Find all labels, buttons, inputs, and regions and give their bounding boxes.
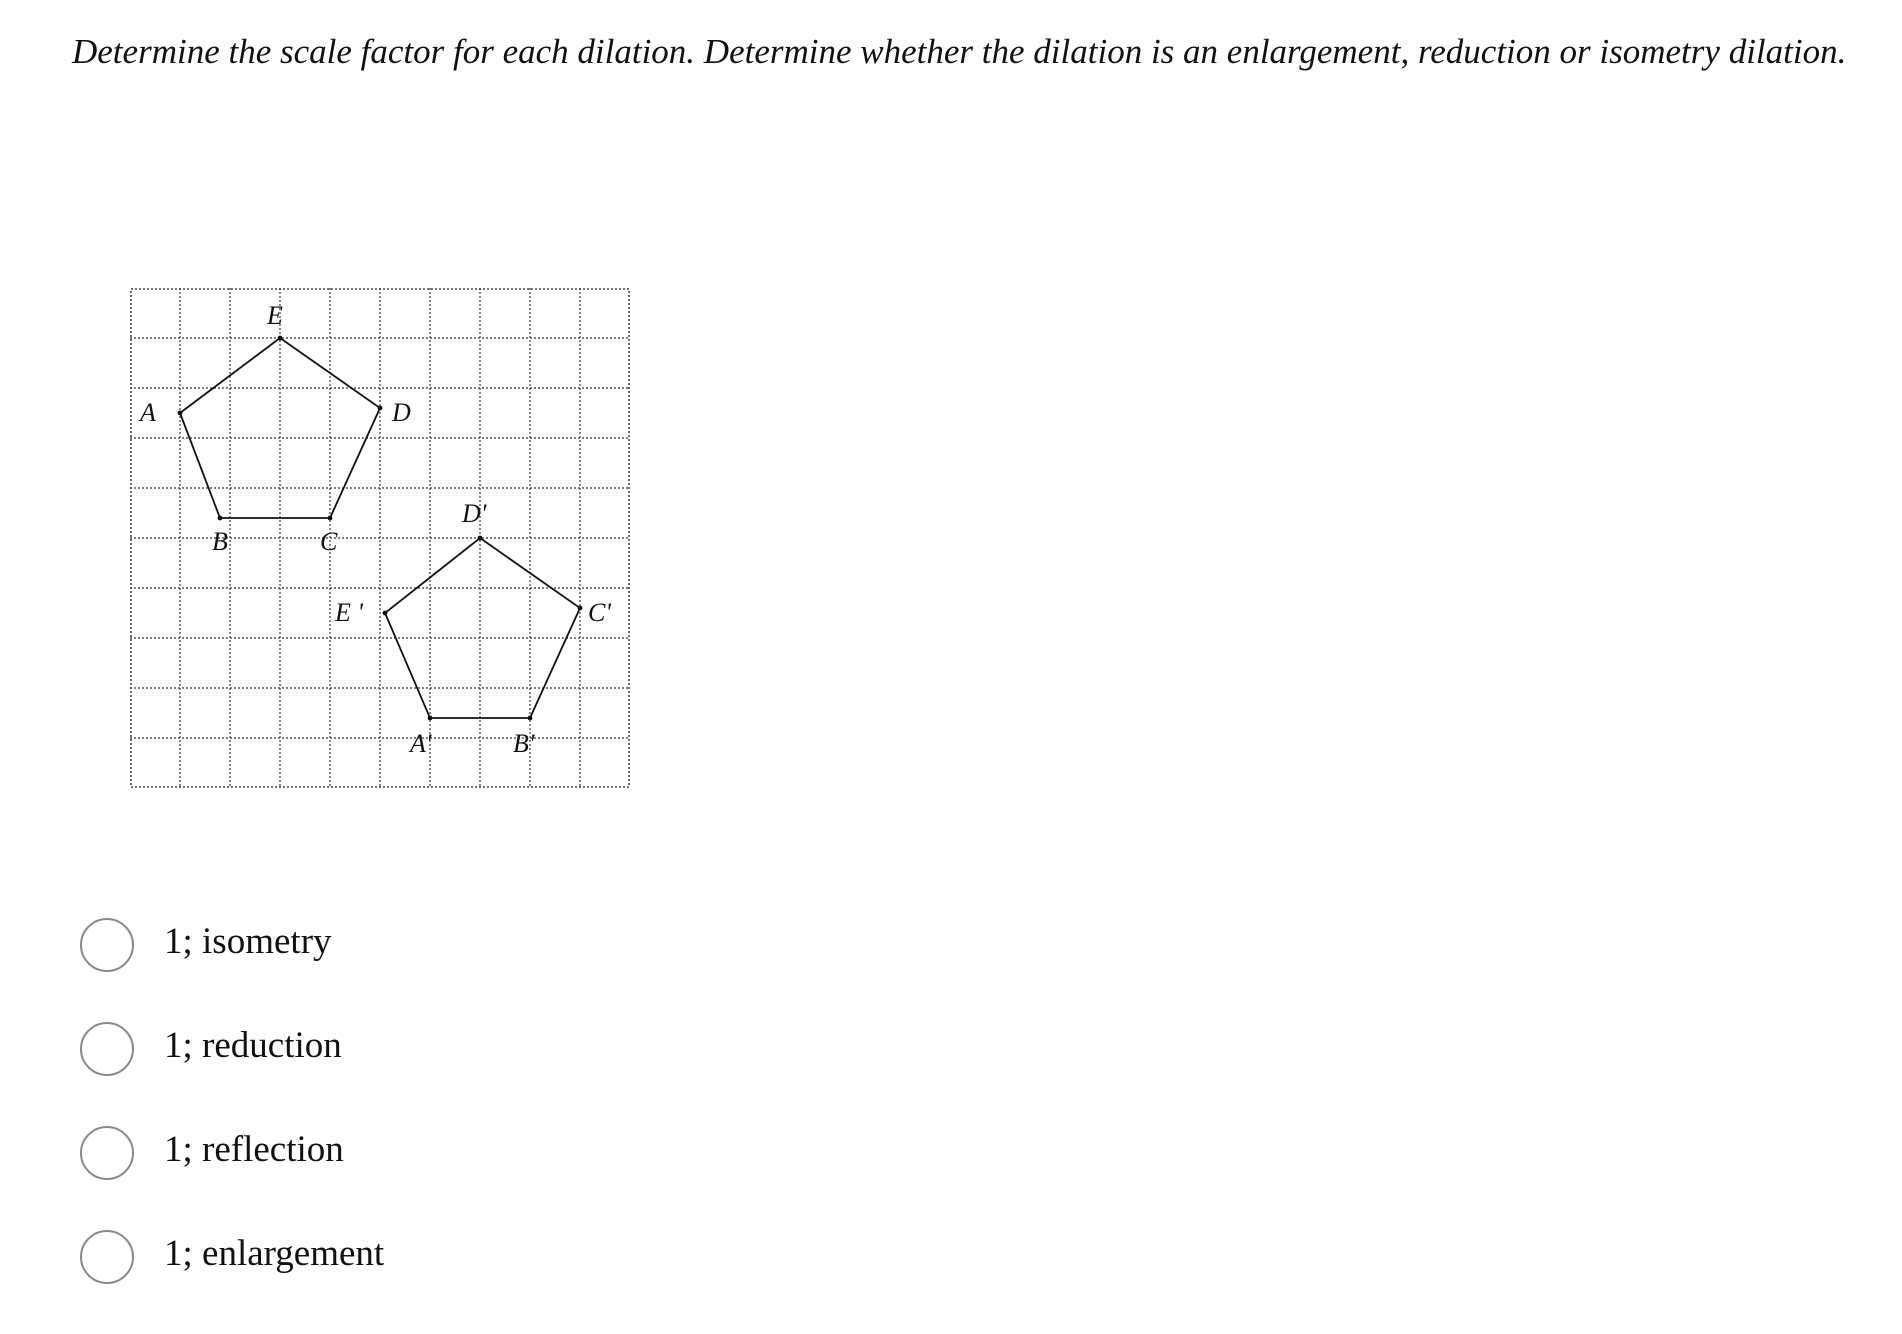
vertex-point <box>528 716 533 721</box>
choice-label-reflection[interactable]: 1; reflection <box>164 1129 344 1170</box>
answer-choices <box>80 918 384 1334</box>
vertex-label-e: E <box>267 301 283 330</box>
question-text: Determine the scale factor for each dilation. Determine whether the dilation is an enlargement, reduction or isometry dilation. <box>72 32 1847 71</box>
choice-label-isometry[interactable]: 1; isometry <box>164 921 332 962</box>
vertex-label-d-prime: D' <box>462 499 487 528</box>
choice-reflection[interactable] <box>80 1126 384 1230</box>
vertex-point <box>328 516 333 521</box>
vertex-label-a-prime: A' <box>410 729 432 758</box>
radio-button-reflection[interactable] <box>80 1126 134 1180</box>
radio-button-enlargement[interactable] <box>80 1230 134 1284</box>
vertex-point <box>218 516 223 521</box>
choice-isometry[interactable] <box>80 918 384 1022</box>
choice-label-enlargement[interactable]: 1; enlargement <box>164 1233 385 1274</box>
vertex-label-c-prime: C' <box>588 598 611 627</box>
dilation-figure <box>130 288 630 788</box>
vertex-label-b: B <box>212 527 228 556</box>
pentagon-image-abcde-prime <box>385 538 580 718</box>
choice-enlargement[interactable] <box>80 1230 384 1334</box>
vertex-label-a: A <box>140 398 156 427</box>
vertex-point <box>428 716 433 721</box>
vertex-point <box>278 336 283 341</box>
radio-button-isometry[interactable] <box>80 918 134 972</box>
vertex-label-e-prime: E ' <box>335 598 363 627</box>
radio-button-reduction[interactable] <box>80 1022 134 1076</box>
vertex-label-c: C <box>320 527 338 556</box>
vertex-label-d: D <box>392 398 411 427</box>
choice-label-reduction[interactable]: 1; reduction <box>164 1025 342 1066</box>
grid-lines <box>130 288 630 788</box>
choice-reduction[interactable] <box>80 1022 384 1126</box>
vertex-point <box>478 536 483 541</box>
vertex-point <box>578 606 583 611</box>
vertex-point <box>378 406 383 411</box>
vertex-label-b-prime: B' <box>513 729 535 758</box>
vertex-point <box>383 611 388 616</box>
vertex-point <box>178 411 183 416</box>
grid-graph <box>130 288 630 788</box>
